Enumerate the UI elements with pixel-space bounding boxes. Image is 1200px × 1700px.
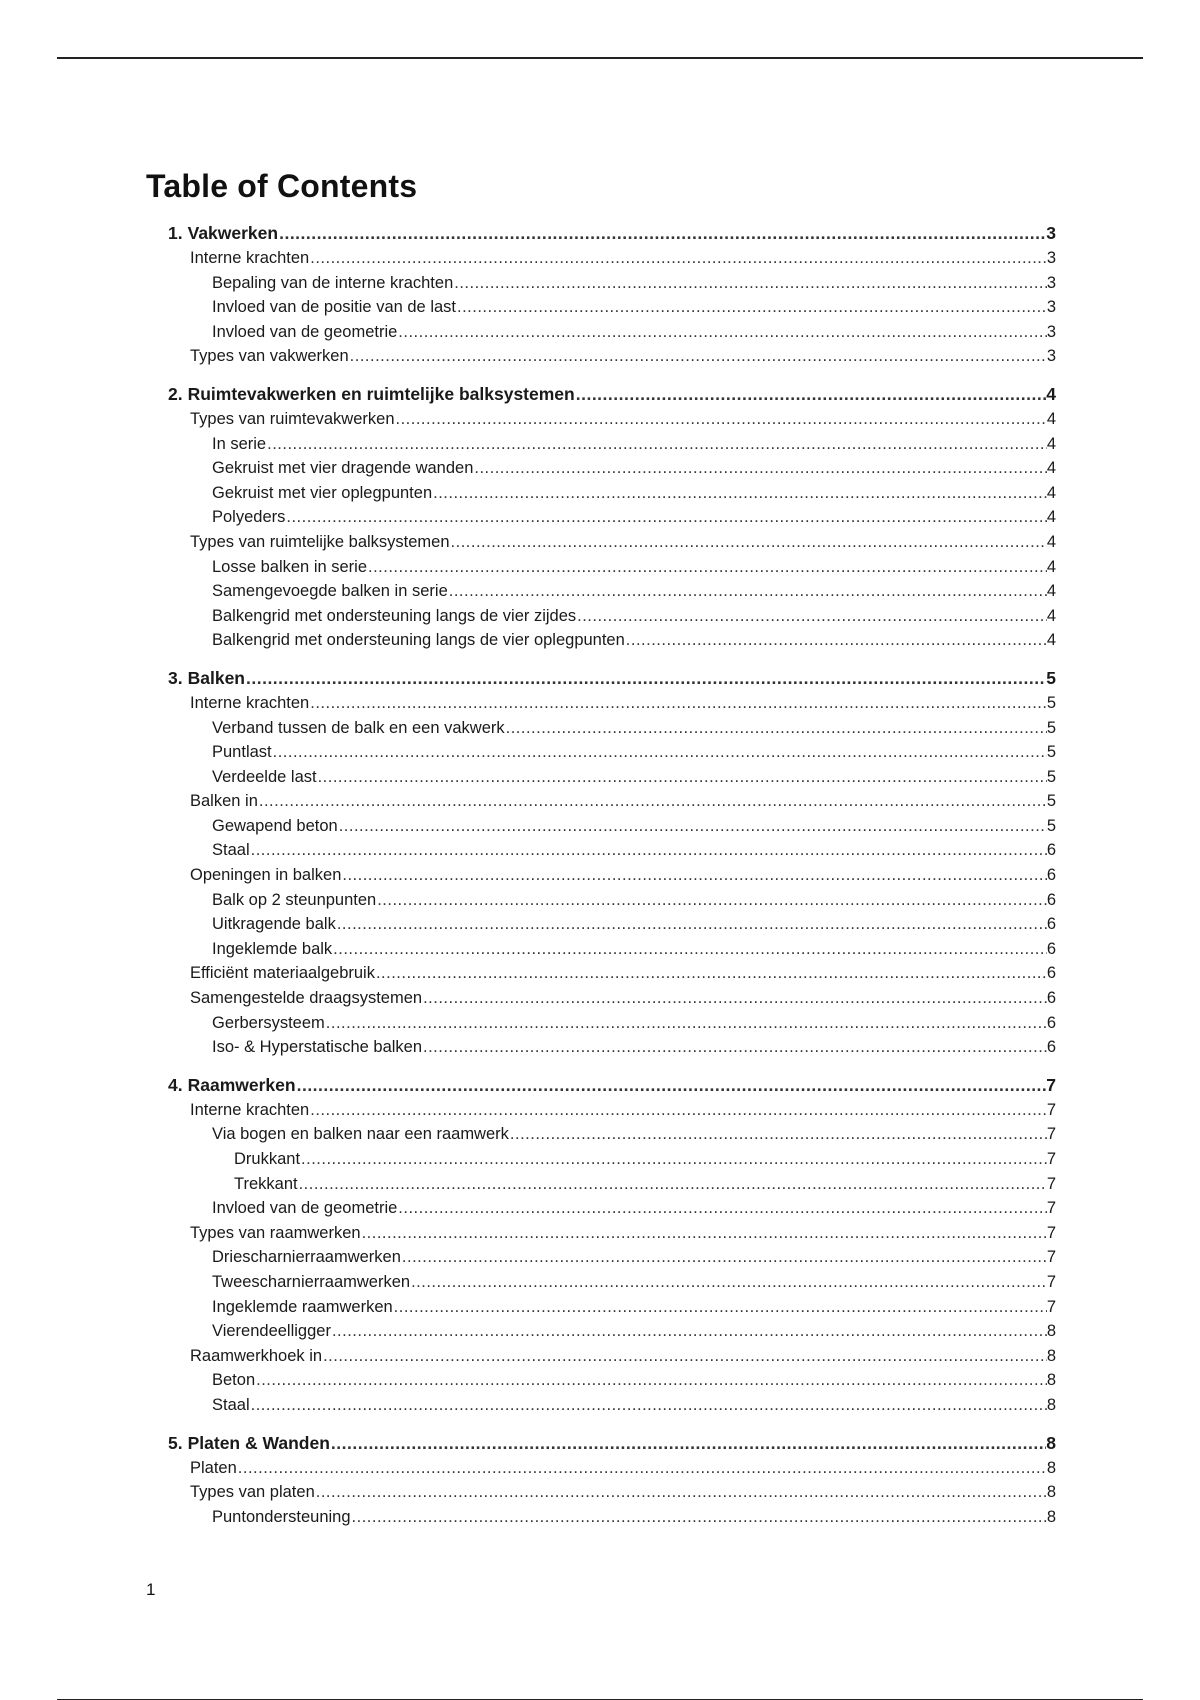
toc-entry[interactable]: [146, 271, 1056, 296]
toc-entry[interactable]: [146, 1480, 1056, 1505]
toc-entry[interactable]: [146, 691, 1056, 716]
toc-chapter-entry[interactable]: [146, 1072, 1056, 1098]
toc-dot-leader: [237, 1456, 1047, 1481]
toc-dot-leader: [322, 1344, 1047, 1369]
toc-entry[interactable]: [146, 530, 1056, 555]
toc-entry-number: 5.: [168, 1432, 183, 1453]
toc-entry[interactable]: [146, 838, 1056, 863]
toc-entry-page: 4: [1046, 606, 1056, 625]
toc-entry-label: Samengevoegde balken in serie: [212, 582, 448, 601]
toc-entry[interactable]: [146, 716, 1056, 741]
toc-entry[interactable]: [146, 579, 1056, 604]
toc-entry-page: 4: [1046, 582, 1056, 601]
toc-entry-label: Vierendeelligger: [212, 1322, 331, 1341]
toc-entry[interactable]: [146, 246, 1056, 271]
toc-entry-page: 6: [1046, 1038, 1056, 1057]
toc-entry-label: Types van ruimtevakwerken: [190, 409, 395, 428]
toc-dot-leader: [367, 555, 1047, 580]
toc-chapter-entry[interactable]: [146, 665, 1056, 691]
toc-dot-leader: [625, 628, 1047, 653]
toc-dot-leader: [330, 1430, 1046, 1456]
toc-entry-page: 4: [1046, 459, 1056, 478]
toc-entry[interactable]: [146, 1011, 1056, 1036]
toc-entry-page: 5: [1046, 718, 1056, 737]
toc-entry-label: Beton: [212, 1371, 256, 1390]
toc-entry[interactable]: [146, 432, 1056, 457]
toc-entry-label: Vakwerken: [187, 223, 279, 243]
toc-entry[interactable]: [146, 1270, 1056, 1295]
toc-entry-number: 1.: [168, 223, 183, 243]
toc-entry-label: Verdeelde last: [212, 767, 317, 786]
toc-entry-label: Bepaling van de interne krachten: [212, 273, 454, 292]
toc-entry-page: 8: [1046, 1346, 1056, 1365]
toc-entry-page: 8: [1046, 1395, 1056, 1414]
toc-entry-label: Raamwerken: [187, 1074, 296, 1095]
toc-entry[interactable]: [146, 740, 1056, 765]
toc-entry-label: Platen: [190, 1458, 237, 1477]
toc-entry-page: 3: [1046, 249, 1056, 267]
toc-entry[interactable]: [146, 961, 1056, 986]
toc-dot-leader: [576, 604, 1047, 629]
toc-entry-page: 6: [1046, 890, 1056, 909]
toc-entry-page: 5: [1046, 792, 1056, 811]
toc-entry-page: 8: [1046, 1322, 1056, 1341]
toc-entry-label: Balkengrid met ondersteuning langs de vier oplegpunten: [212, 631, 625, 650]
toc-entry[interactable]: [146, 344, 1056, 369]
toc-entry-label: Drukkant: [234, 1150, 301, 1168]
toc-entry-label: Interne krachten: [190, 1100, 310, 1119]
toc-entry[interactable]: [146, 1295, 1056, 1320]
toc-entry-label: Tweescharnierraamwerken: [212, 1272, 411, 1291]
toc-dot-leader: [376, 888, 1047, 913]
toc-entry-label: Trekkant: [234, 1174, 298, 1193]
toc-entry-label: Ingeklemde balk: [212, 939, 333, 958]
toc-entry-page: 5: [1046, 667, 1056, 688]
toc-dot-leader: [473, 456, 1046, 481]
toc-entry-label: Interne krachten: [190, 693, 310, 712]
toc-entry-label: Gerbersysteem: [212, 1013, 325, 1032]
toc-entry-label: Invloed van de positie van de last: [212, 298, 456, 317]
toc-entry-label: Types van raamwerken: [190, 1223, 361, 1242]
toc-entry-page: 6: [1046, 964, 1056, 983]
toc-dot-leader: [331, 1319, 1047, 1344]
toc-entry[interactable]: [146, 765, 1056, 790]
toc-entry-page: 7: [1046, 1100, 1056, 1119]
toc-dot-leader: [395, 407, 1047, 432]
toc-entry-page: 6: [1046, 1013, 1056, 1032]
toc-entry[interactable]: [146, 1393, 1056, 1418]
toc-dot-leader: [397, 1196, 1047, 1221]
toc-dot-leader: [375, 961, 1047, 986]
toc-entry[interactable]: [146, 1344, 1056, 1369]
toc-entry-page: 7: [1046, 1174, 1056, 1193]
toc-dot-leader: [351, 1505, 1047, 1530]
toc-entry-label: Openingen in balken: [190, 866, 342, 885]
toc-entry[interactable]: [146, 1147, 1056, 1172]
toc-entry-page: 4: [1046, 409, 1056, 428]
toc-dot-leader: [250, 1393, 1047, 1418]
toc-dot-leader: [255, 1368, 1047, 1393]
toc-entry-label: Gewapend beton: [212, 816, 338, 835]
toc-dot-leader: [432, 481, 1047, 506]
toc-dot-leader: [349, 344, 1047, 369]
toc-entry-label: Iso- & Hyperstatische balken: [212, 1038, 423, 1057]
toc-entry-label: Uitkragende balk: [212, 915, 336, 934]
toc-chapter-entry[interactable]: [146, 1430, 1056, 1456]
toc-dot-leader: [336, 912, 1047, 937]
toc-dot-leader: [309, 1098, 1047, 1123]
toc-entry-page: 4: [1046, 508, 1056, 527]
toc-entry[interactable]: [146, 912, 1056, 937]
toc-entry-label: Invloed van de geometrie: [212, 1199, 398, 1218]
toc-dot-leader: [505, 716, 1047, 741]
toc-entry-label: Via bogen en balken naar een raamwerk: [212, 1125, 509, 1144]
toc-entry-label: Verband tussen de balk en een vakwerk: [212, 718, 505, 737]
toc-entry-page: 6: [1046, 989, 1056, 1008]
toc-entry-page: 4: [1046, 557, 1056, 576]
toc-entry-label: Types van platen: [190, 1483, 315, 1502]
toc-entry-label: Gekruist met vier dragende wanden: [212, 459, 474, 478]
toc-entry[interactable]: [146, 505, 1056, 530]
toc-entry-page: 7: [1046, 1248, 1056, 1267]
table-of-contents: [146, 220, 1056, 1529]
toc-entry-label: Samengestelde draagsystemen: [190, 989, 423, 1008]
toc-dot-leader: [450, 530, 1047, 555]
toc-entry-page: 7: [1046, 1272, 1056, 1291]
toc-entry[interactable]: [146, 863, 1056, 888]
toc-chapter-entry[interactable]: [146, 381, 1056, 407]
toc-entry[interactable]: [146, 1456, 1056, 1481]
toc-entry[interactable]: [146, 888, 1056, 913]
toc-dot-leader: [393, 1295, 1047, 1320]
toc-entry-page: 3: [1046, 322, 1056, 341]
toc-entry-page: 7: [1046, 1297, 1056, 1316]
toc-entry[interactable]: [146, 789, 1056, 814]
toc-dot-leader: [575, 381, 1047, 407]
toc-dot-leader: [285, 505, 1046, 530]
toc-dot-leader: [245, 665, 1046, 691]
toc-entry-label: Losse balken in serie: [212, 557, 368, 576]
toc-entry[interactable]: [146, 481, 1056, 506]
toc-entry[interactable]: [146, 320, 1056, 345]
toc-entry-page: 8: [1046, 1483, 1056, 1502]
toc-entry-page: 5: [1046, 816, 1056, 835]
toc-dot-leader: [341, 863, 1046, 888]
toc-entry-number: 2.: [168, 383, 183, 404]
toc-entry[interactable]: [146, 1319, 1056, 1344]
toc-entry-label: Balkengrid met ondersteuning langs de vier zijdes: [212, 606, 577, 625]
toc-dot-leader: [410, 1270, 1047, 1295]
toc-entry-label: Ruimtevakwerken en ruimtelijke balksystemen: [187, 383, 575, 404]
toc-dot-leader: [296, 1072, 1047, 1098]
toc-entry-label: Balken: [187, 667, 245, 688]
toc-entry-label: Efficiënt materiaalgebruik: [190, 964, 375, 983]
toc-entry-number: 4.: [168, 1074, 183, 1095]
toc-dot-leader: [397, 320, 1047, 345]
toc-entry-page: 8: [1046, 1371, 1056, 1390]
page-title: Table of Contents: [146, 168, 418, 204]
toc-entry-label: Polyeders: [212, 508, 286, 527]
toc-entry-page: 7: [1046, 1125, 1056, 1144]
toc-dot-leader: [317, 765, 1047, 790]
toc-entry[interactable]: [146, 456, 1056, 481]
toc-entry-page: 3: [1046, 347, 1056, 366]
toc-entry-page: 7: [1046, 1150, 1056, 1168]
toc-entry-page: 4: [1046, 483, 1056, 502]
toc-dot-leader: [422, 986, 1047, 1011]
toc-entry-page: 6: [1046, 915, 1056, 934]
toc-entry[interactable]: [146, 295, 1056, 320]
toc-entry[interactable]: [146, 407, 1056, 432]
toc-dot-leader: [278, 220, 1046, 246]
toc-entry-page: 8: [1046, 1507, 1056, 1526]
toc-dot-leader: [448, 579, 1047, 604]
toc-entry-label: Driescharnierraamwerken: [212, 1248, 401, 1267]
toc-entry-page: 5: [1046, 693, 1056, 712]
toc-entry-label: Puntlast: [212, 743, 272, 762]
toc-entry-label: Raamwerkhoek in: [190, 1346, 323, 1365]
toc-entry-page: 8: [1046, 1432, 1056, 1453]
toc-entry-page: 7: [1046, 1199, 1056, 1218]
toc-entry-page: 3: [1046, 273, 1056, 292]
toc-entry-label: Invloed van de geometrie: [212, 322, 398, 341]
toc-chapter-entry[interactable]: [146, 220, 1056, 246]
toc-entry-page: 4: [1046, 383, 1056, 404]
toc-entry-page: 6: [1046, 866, 1056, 885]
toc-entry-label: Puntondersteuning: [212, 1507, 351, 1526]
toc-entry[interactable]: [146, 1122, 1056, 1147]
toc-entry[interactable]: [146, 604, 1056, 629]
toc-entry-page: 7: [1046, 1074, 1056, 1095]
toc-dot-leader: [332, 937, 1047, 962]
toc-dot-leader: [456, 295, 1047, 320]
toc-dot-leader: [309, 246, 1047, 271]
toc-entry-page: 4: [1046, 434, 1056, 453]
toc-entry-page: 5: [1046, 767, 1056, 786]
toc-entry-label: Platen & Wanden: [187, 1432, 330, 1453]
toc-dot-leader: [298, 1172, 1047, 1197]
toc-dot-leader: [266, 432, 1047, 457]
toc-dot-leader: [453, 271, 1047, 296]
toc-entry[interactable]: [146, 937, 1056, 962]
toc-entry[interactable]: [146, 555, 1056, 580]
toc-dot-leader: [272, 740, 1047, 765]
toc-entry-page: 6: [1046, 841, 1056, 860]
toc-entry-page: 3: [1046, 298, 1056, 317]
toc-entry-label: In serie: [212, 434, 267, 453]
toc-dot-leader: [315, 1480, 1047, 1505]
toc-entry-page: 4: [1046, 631, 1056, 650]
toc-entry-label: Staal: [212, 1395, 250, 1414]
toc-dot-leader: [258, 789, 1047, 814]
toc-entry[interactable]: [146, 814, 1056, 839]
toc-dot-leader: [250, 838, 1047, 863]
toc-dot-leader: [338, 814, 1047, 839]
toc-entry-page: 5: [1046, 743, 1056, 762]
toc-entry[interactable]: [146, 1221, 1056, 1246]
page-number: 1: [146, 1580, 156, 1599]
toc-entry[interactable]: [146, 1245, 1056, 1270]
toc-entry-page: 8: [1046, 1458, 1056, 1477]
toc-entry-label: Types van ruimtelijke balksystemen: [190, 532, 450, 551]
toc-dot-leader: [300, 1147, 1047, 1172]
toc-dot-leader: [361, 1221, 1047, 1246]
toc-entry-label: Types van vakwerken: [190, 347, 349, 366]
toc-entry[interactable]: [146, 1172, 1056, 1197]
toc-entry-label: Balken in: [190, 792, 258, 811]
toc-entry[interactable]: [146, 1368, 1056, 1393]
toc-entry-page: 7: [1046, 1223, 1056, 1242]
toc-dot-leader: [422, 1035, 1047, 1060]
toc-entry-page: 4: [1046, 532, 1056, 551]
toc-dot-leader: [309, 691, 1047, 716]
toc-entry[interactable]: [146, 1098, 1056, 1123]
toc-entry-label: Balk op 2 steunpunten: [212, 890, 377, 909]
toc-entry[interactable]: [146, 1035, 1056, 1060]
toc-entry[interactable]: [146, 628, 1056, 653]
toc-entry-label: Ingeklemde raamwerken: [212, 1297, 393, 1316]
toc-dot-leader: [401, 1245, 1047, 1270]
toc-entry[interactable]: [146, 1196, 1056, 1221]
toc-entry-page: 3: [1046, 223, 1056, 243]
toc-entry[interactable]: [146, 1505, 1056, 1530]
toc-dot-leader: [509, 1122, 1047, 1147]
toc-entry-label: Interne krachten: [190, 249, 310, 267]
toc-entry-label: Gekruist met vier oplegpunten: [212, 483, 433, 502]
toc-entry[interactable]: [146, 986, 1056, 1011]
header-rule: [57, 57, 1143, 59]
toc-entry-page: 6: [1046, 939, 1056, 958]
toc-dot-leader: [325, 1011, 1047, 1036]
toc-entry-label: Staal: [212, 841, 250, 860]
toc-entry-number: 3.: [168, 667, 183, 688]
